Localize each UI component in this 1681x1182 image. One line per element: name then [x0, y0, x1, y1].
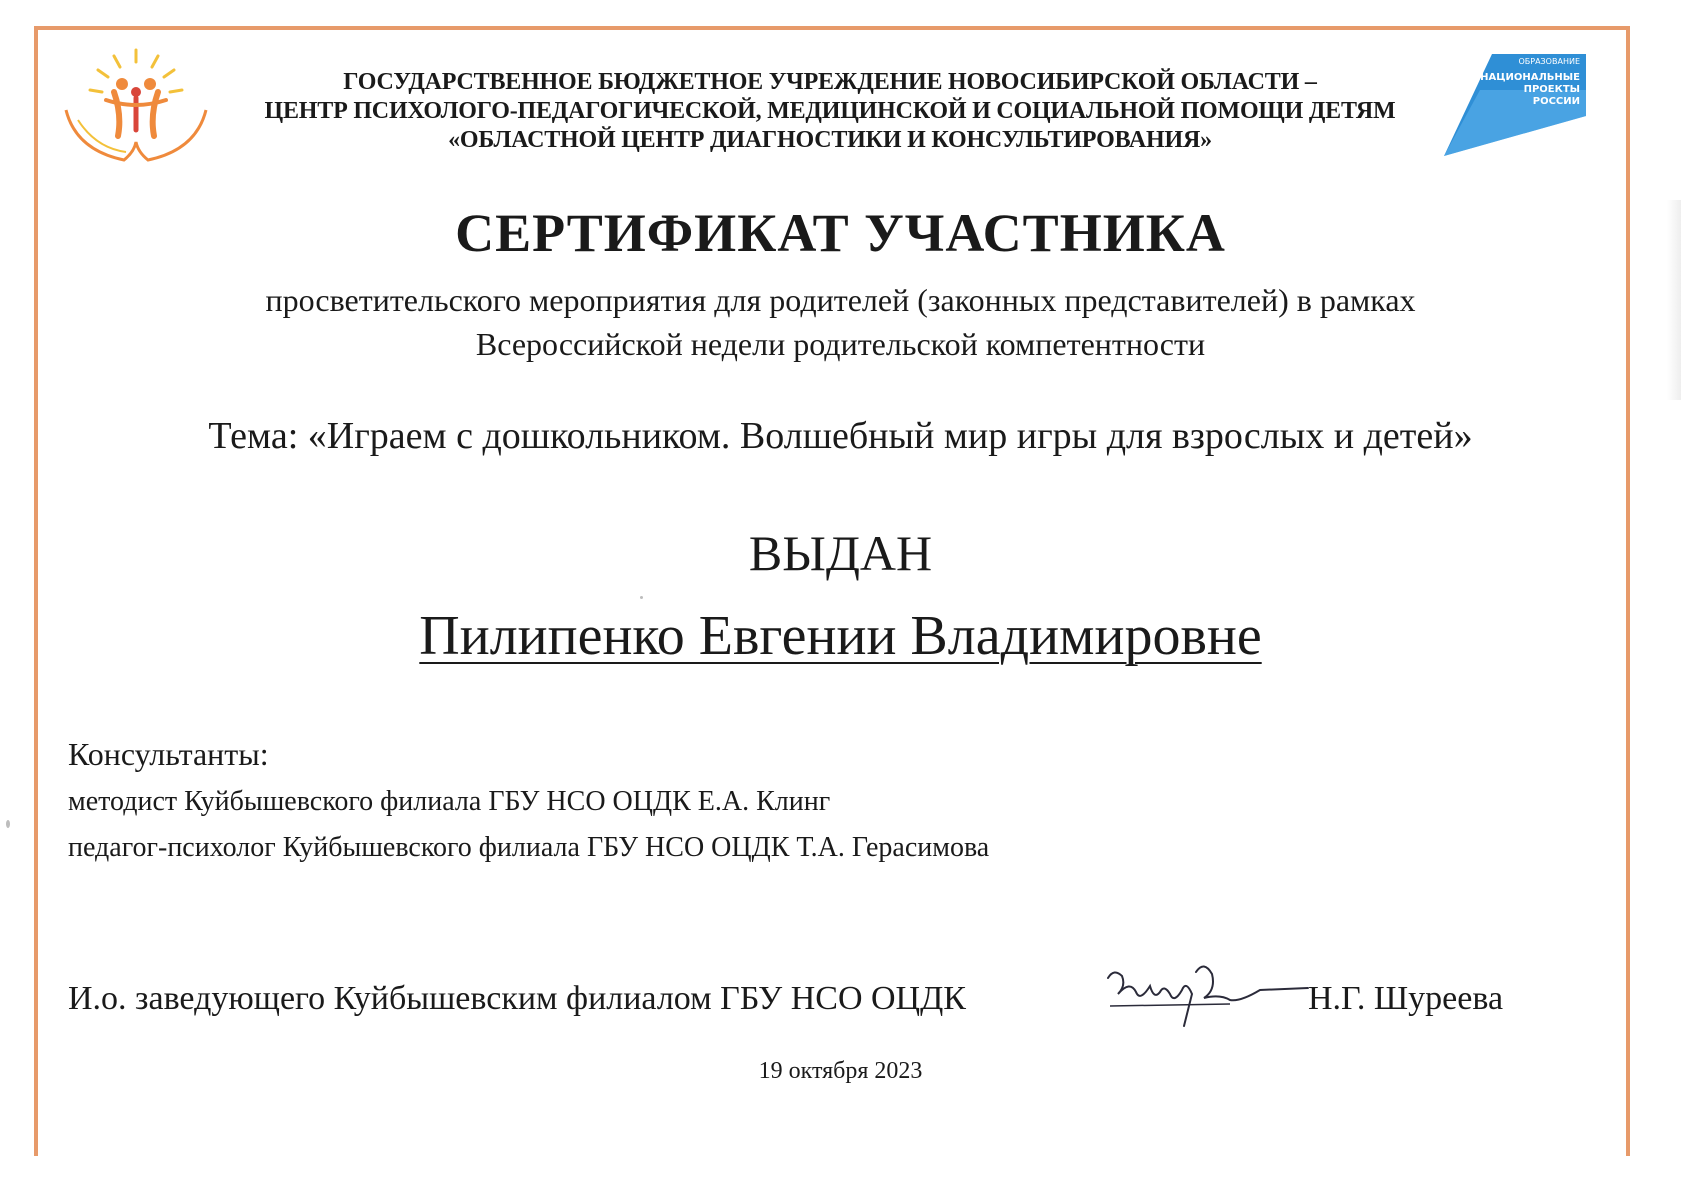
national-projects-logo-icon — [1440, 50, 1590, 165]
signatory-name: Н.Г. Шуреева — [1308, 980, 1504, 1017]
badge-line-2: ПРОЕКТЫ — [1523, 84, 1580, 95]
subtitle-line: Всероссийской недели родительской компетентности — [475, 326, 1206, 362]
scan-speck — [6, 820, 10, 828]
badge-line-1: НАЦИОНАЛЬНЫЕ — [1480, 72, 1580, 83]
organization-line: «ОБЛАСТНОЙ ЦЕНТР ДИАГНОСТИКИ И КОНСУЛЬТИРОВАНИЯ» — [448, 127, 1212, 153]
certificate-title: СЕРТИФИКАТ УЧАСТНИКА — [455, 203, 1226, 263]
event-theme: Тема: «Играем с дошкольником. Волшебный мир игры для взрослых и детей» — [208, 415, 1473, 457]
consultants-heading: Консультанты: — [68, 736, 269, 772]
signatory-position: И.о. заведующего Куйбышевским филиалом ГБУ НСО ОЦДК — [68, 980, 966, 1017]
badge-top-text: ОБРАЗОВАНИЕ — [1518, 57, 1580, 66]
consultant-line: методист Куйбышевского филиала ГБУ НСО ОЦДК Е.А. Клинг — [68, 786, 831, 817]
certificate-subtitle — [100, 278, 1581, 366]
issued-label: ВЫДАН — [748, 525, 933, 581]
organization-line: ГОСУДАРСТВЕННОЕ БЮДЖЕТНОЕ УЧРЕЖДЕНИЕ НОВОСИБИРСКОЙ ОБЛАСТИ – — [343, 69, 1317, 95]
handwritten-signature — [1100, 950, 1310, 1045]
recipient-name: Пилипенко Евгении Владимировне — [419, 605, 1262, 667]
scan-speck — [640, 596, 643, 599]
issue-date: 19 октября 2023 — [758, 1058, 923, 1084]
organization-header — [220, 68, 1440, 155]
recipient-name-block — [0, 604, 1681, 668]
center-logo-icon — [56, 40, 216, 170]
organization-line: ЦЕНТР ПСИХОЛОГО-ПЕДАГОГИЧЕСКОЙ, МЕДИЦИНСКОЙ И СОЦИАЛЬНОЙ ПОМОЩИ ДЕТЯМ — [264, 98, 1396, 124]
badge-line-3: РОССИИ — [1532, 96, 1580, 107]
consultant-line: педагог-психолог Куйбышевского филиала ГБУ НСО ОЦДК Т.А. Герасимова — [68, 832, 990, 863]
subtitle-line: просветительского мероприятия для родителей (законных представителей) в рамках — [265, 282, 1416, 318]
